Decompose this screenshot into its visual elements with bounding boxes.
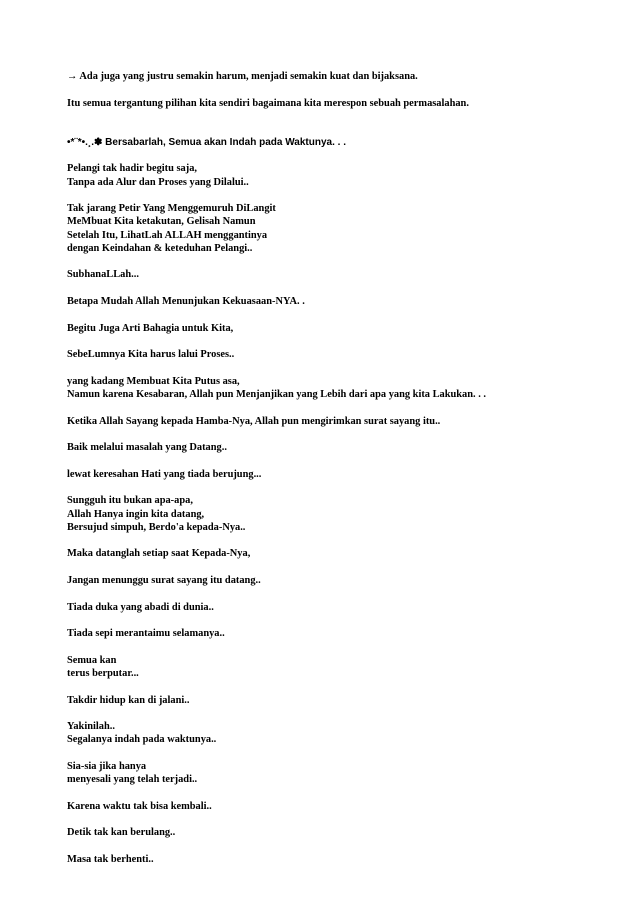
text-line: Yakinilah.. [67, 721, 115, 733]
text-line: Tiada duka yang abadi di dunia.. [67, 601, 214, 613]
section-heading [67, 136, 587, 149]
paragraph [67, 720, 587, 746]
text-line: dengan Keindahan & keteduhan Pelangi.. [67, 242, 253, 254]
text-line: Sia-sia jika hanya [67, 760, 147, 772]
text-line: Bersujud simpuh, Berdo'a kepada-Nya.. [67, 521, 246, 533]
paragraph [67, 202, 587, 255]
text-line: Takdir hidup kan di jalani.. [67, 694, 190, 706]
paragraph [67, 441, 587, 454]
text-line: Allah Hanya ingin kita datang, [67, 508, 205, 520]
text-line: SubhanaLLah... [67, 269, 139, 281]
paragraph [67, 547, 587, 560]
text-line: Begitu Juga Arti Bahagia untuk Kita, [67, 322, 234, 334]
text-line: yang kadang Membuat Kita Putus asa, [67, 375, 240, 387]
paragraph [67, 601, 587, 614]
text-line: Ketika Allah Sayang kepada Hamba-Nya, Allah pun mengirimkan surat sayang itu.. [67, 415, 441, 427]
paragraph [67, 415, 587, 428]
text-line: Baik melalui masalah yang Datang.. [67, 442, 227, 454]
paragraph [67, 800, 587, 813]
paragraph [67, 694, 587, 707]
text-line: Tak jarang Petir Yang Menggemuruh DiLangit [67, 203, 276, 215]
text-line: Semua kan [67, 654, 117, 666]
paragraph [67, 627, 587, 640]
text-line: Setelah Itu, LihatLah ALLAH menggantinya [67, 229, 268, 241]
text-line: Betapa Mudah Allah Menunjukan Kekuasaan-NYA. . [67, 295, 305, 307]
text-line: Namun karena Kesabaran, Allah pun Menjanjikan yang Lebih dari apa yang kita Lakukan. . . [67, 388, 487, 400]
text-line: MeMbuat Kita ketakutan, Gelisah Namun [67, 216, 256, 228]
text-line: Tiada sepi merantaimu selamanya.. [67, 628, 225, 640]
document-body [67, 70, 587, 879]
paragraph [67, 375, 587, 401]
text-line: Segalanya indah pada waktunya.. [67, 734, 217, 746]
intro-paragraph-2 [67, 97, 587, 110]
text-line: menyesali yang telah terjadi.. [67, 774, 198, 786]
paragraph [67, 322, 587, 335]
text-line: Masa tak berhenti.. [67, 853, 154, 865]
text-line: Jangan menunggu surat sayang itu datang.. [67, 574, 261, 586]
paragraph [67, 826, 587, 839]
heading-text: •*¨*•.¸.✽ Bersabarlah, Semua akan Indah pada Waktunya. . . [67, 136, 346, 148]
text-line: Detik tak kan berulang.. [67, 827, 176, 839]
paragraph [67, 468, 587, 481]
intro-paragraph-1 [67, 70, 587, 83]
text-line: Tanpa ada Alur dan Proses yang Dilalui.. [67, 176, 249, 188]
text-line: → Ada juga yang justru semakin harum, menjadi semakin kuat dan bijaksana. [67, 71, 418, 82]
text-line: Itu semua tergantung pilihan kita sendiri bagaimana kita merespon sebuah permasalahan. [67, 97, 469, 109]
paragraph [67, 853, 587, 866]
paragraph [67, 295, 587, 308]
text-line: lewat keresahan Hati yang tiada berujung... [67, 468, 262, 480]
text-line: Pelangi tak hadir begitu saja, [67, 163, 197, 175]
text-line: Karena waktu tak bisa kembali.. [67, 800, 212, 812]
paragraph [67, 348, 587, 361]
paragraph [67, 494, 587, 534]
paragraph [67, 654, 587, 680]
text-line: terus berputar... [67, 667, 139, 679]
paragraph [67, 162, 587, 188]
text-line: Maka datanglah setiap saat Kepada-Nya, [67, 548, 251, 560]
paragraph [67, 268, 587, 281]
text-line: Sungguh itu bukan apa-apa, [67, 495, 193, 507]
paragraph [67, 574, 587, 587]
text-line: SebeLumnya Kita harus lalui Proses.. [67, 349, 235, 361]
paragraph [67, 760, 587, 786]
